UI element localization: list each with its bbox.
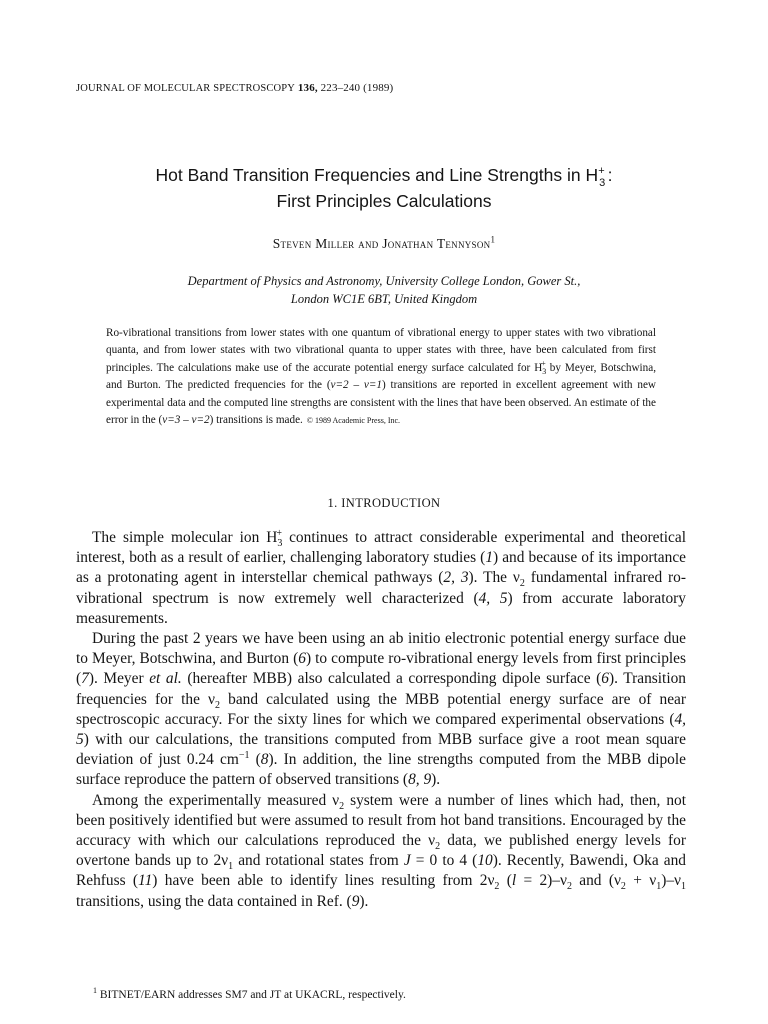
title-line-1: Hot Band Transition Frequencies and Line Strengths in $H_3^+$ : (155, 165, 613, 189)
body-text (76, 528, 686, 912)
affiliation: Department of Physics and Astronomy, University College London, Gower St., London WC1E 6BT, United Kingdom (187, 274, 581, 306)
abstract: Ro-vibrational transitions from lower states with one quantum of vibrational energy to upper states with two vibrational quanta, and from lower states with two vibrational quanta to upper states with three, have been calculated from first principles. The calculations make use of the accurate potential energy surface calculated for $H_3^+$ by Meyer, Botschwina, and Burton. The predicted frequencies for the (v=2 – v=1) transitions are reported in excellent agreement with new experimental data and the computed line strengths are consistent with the lines that have been observed. An estimate of the error in the (v=3 – v=2) transitions is made. © 1989 Academic Press, Inc. (106, 327, 656, 427)
journal-pages: 223–240 (1989) (320, 82, 394, 94)
paragraph-1: The simple molecular ion $H_3^+$ continues to attract considerable experimental and theoretical interest, both as a result of earlier, challenging laboratory studies (1) and because of its importance as a protonating agent in interstellar chemical pathways (2, 3). The $\nu_2$ fundamental infrared ro-vibrational spectrum is now extremely well characterized (4, 5) from accurate laboratory measurements. (76, 527, 687, 627)
author-names: Steven Miller and Jonathan Tennyson (272, 236, 491, 251)
copyright-notice: © 1989 Academic Press, Inc. (306, 416, 401, 426)
paper-title (60, 162, 708, 214)
author-list (60, 236, 708, 252)
journal-volume: 136, (297, 82, 318, 94)
footnote-text: BITNET/EARN addresses SM7 and JT at UKACRL, respectively. (97, 989, 406, 1001)
title-line-2: First Principles Calculations (276, 191, 492, 211)
author-footnote-mark: 1 (490, 234, 496, 245)
footnote-mark: 1 (93, 986, 97, 996)
journal-name: JOURNAL OF MOLECULAR SPECTROSCOPY (76, 83, 295, 94)
paragraph-2: During the past 2 years we have been using an ab initio electronic potential energy surface due to Meyer, Botschwina, and Burton (6) to compute ro-vibrational energy levels from first principles (7). Meyer et al. (hereafter MBB) also calculated a corresponding dipole surface (6). Transition frequencies for the $\nu_2$ band calculated using the MBB potential energy surface are of near spectroscopic accuracy. For the sixty lines for which we compared experimental observations (4, 5) with our calculations, the transitions computed from MBB surface give a root mean square deviation of just 0.24 $cm^{-1}$ (8). In addition, the line strengths computed from the MBB dipole surface reproduce the pattern of observed transitions (8, 9). (76, 630, 686, 789)
section-heading: 1. INTRODUCTION (327, 496, 441, 510)
footnote (93, 986, 406, 1001)
journal-header (76, 82, 393, 94)
paragraph-3: Among the experimentally measured $\nu_2$ system were a number of lines which had, then, not been positively identified but were assumed to result from hot band transitions. Encouraged by the accuracy with which our calculations reproduced the $\nu_2$ data, we published energy levels for overtone bands up to $2\nu_1$ and rotational states from J = 0 to 4 (10). Recently, Bawendi, Oka and Rehfuss (11) have been able to identify lines resulting from $2\nu_2$ $(l = 2)-\nu_2$ and $(\nu_2 + \nu_1)-\nu_1$ transitions, using the data contained in Ref. (9). (76, 791, 686, 910)
